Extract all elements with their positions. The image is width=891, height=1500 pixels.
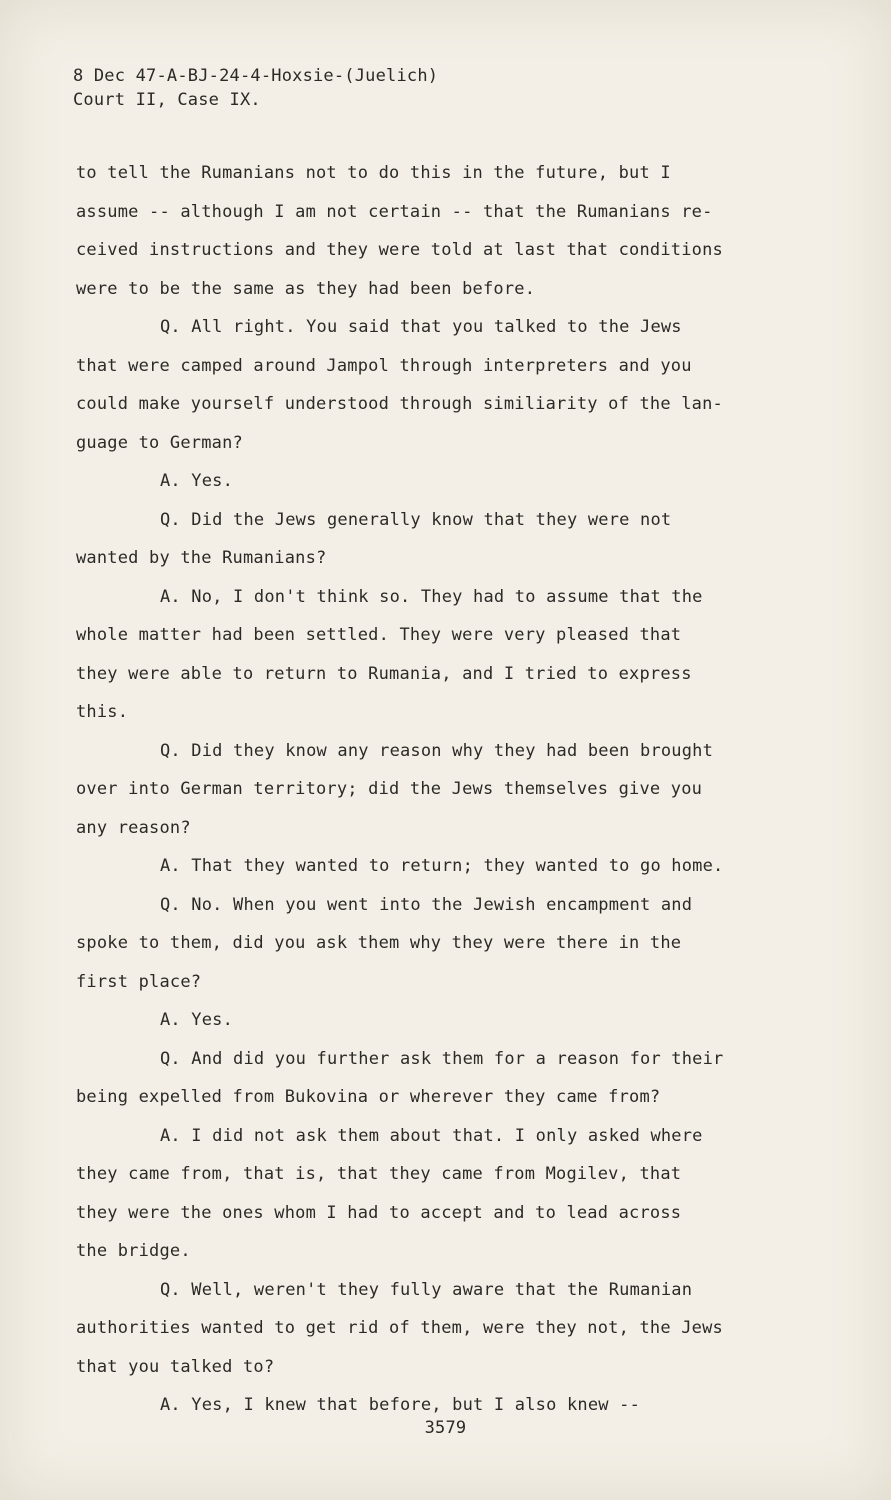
transcript-line: Q. Did the Jews generally know that they were not (160, 509, 672, 530)
transcript-line: this. (76, 702, 129, 722)
transcript-line: assume -- although I am not certain -- that the Rumanians re- (76, 201, 713, 222)
transcript-line: A. I did not ask them about that. I only asked where (160, 1125, 703, 1146)
transcript-line: they came from, that is, that they came from Mogilev, that (76, 1164, 682, 1184)
transcript-line: A. That they wanted to return; they wanted to go home. (160, 856, 724, 876)
transcript-line: A. Yes, I knew that before, but I also knew -- (160, 1395, 641, 1415)
transcript-line: whole matter had been settled. They were very pleased that (76, 625, 682, 645)
transcript-line: were to be the same as they had been before. (76, 278, 536, 299)
transcript-line: they were able to return to Rumania, and I tried to express (76, 663, 692, 684)
transcript-line: Q. All right. You said that you talked to the Jews (160, 317, 682, 337)
transcript-line: A. Yes. (160, 471, 234, 491)
transcript-line: Q. No. When you went into the Jewish encampment and (160, 894, 693, 915)
transcript-line: over into German territory; did the Jews themselves give you (76, 779, 703, 799)
transcript-line: that you talked to? (76, 1356, 275, 1377)
page-number: 3579 (424, 1418, 467, 1438)
transcript-line: the bridge. (76, 1241, 191, 1261)
header-reference-line: 8 Dec 47-A-BJ-24-4-Hoxsie-(Juelich) (73, 66, 439, 86)
transcript-line: ceived instructions and they were told at last that conditions (76, 240, 723, 260)
transcript-body (76, 154, 816, 1425)
document-header (73, 64, 438, 112)
transcript-line: A. No, I don't think so. They had to assume that the (160, 586, 703, 607)
transcript-line: to tell the Rumanians not to do this in the future, but I (76, 163, 671, 183)
transcript-line: being expelled from Bukovina or wherever they came from? (76, 1087, 661, 1107)
transcript-line: they were the ones whom I had to accept and to lead across (76, 1202, 682, 1223)
transcript-line: Q. Well, weren't they fully aware that the Rumanian (160, 1279, 693, 1300)
transcript-line: could make yourself understood through similiarity of the lan- (76, 394, 723, 414)
transcript-line: Q. And did you further ask them for a reason for their (160, 1048, 724, 1069)
transcript-line: Q. Did they know any reason why they had been brought (160, 740, 714, 761)
transcript-line: A. Yes. (160, 1010, 234, 1030)
transcript-line: authorities wanted to get rid of them, were they not, the Jews (76, 1318, 723, 1338)
transcript-line: that were camped around Jampol through interpreters and you (76, 355, 692, 376)
header-court-line: Court II, Case IX. (73, 90, 261, 110)
transcript-line: wanted by the Rumanians? (76, 548, 327, 568)
transcript-line: guage to German? (76, 432, 243, 453)
transcript-line: first place? (76, 971, 202, 992)
transcript-line: any reason? (76, 817, 191, 838)
transcript-line: spoke to them, did you ask them why they were there in the (76, 933, 682, 953)
